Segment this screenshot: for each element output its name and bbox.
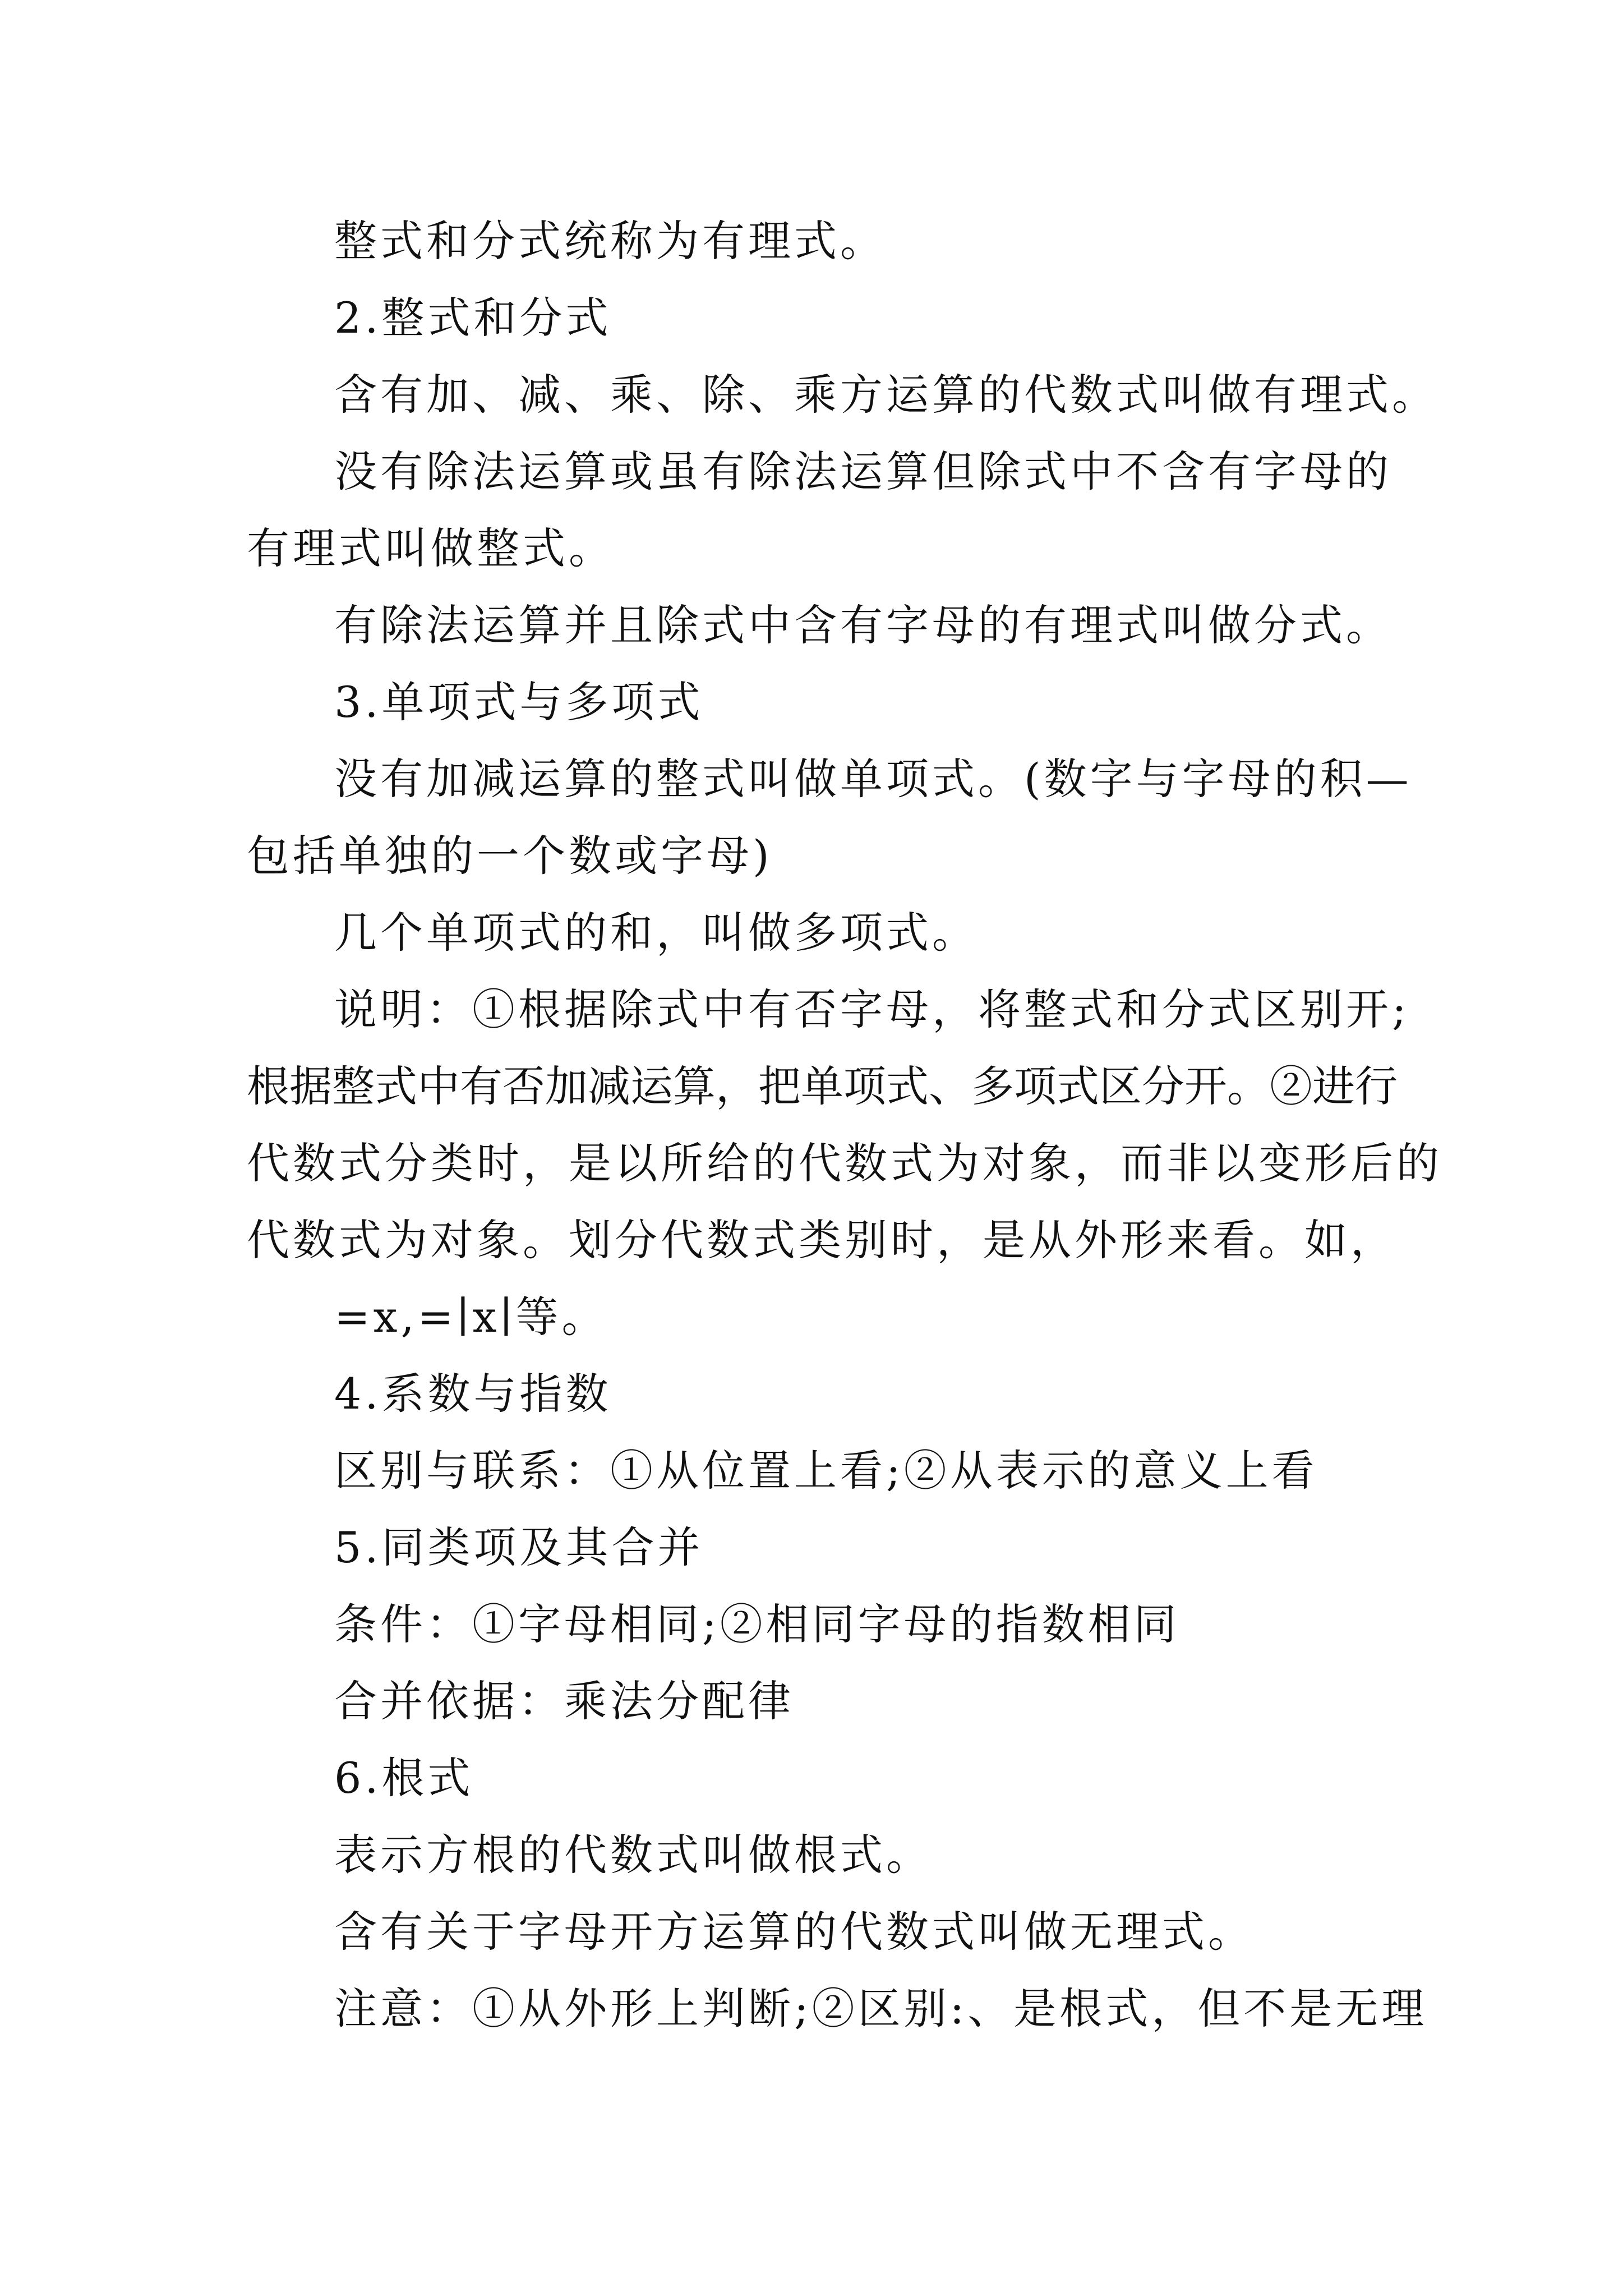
text-line: 代数式分类时，是以所给的代数式为对象，而非以变形后的	[247, 1138, 1442, 1188]
text-line: 注意：①从外形上判断;②区别:、是根式，但不是无理	[334, 1984, 1428, 2033]
section-heading: 2.整式和分式	[334, 293, 612, 343]
text-line: 几个单项式的和，叫做多项式。	[334, 908, 978, 958]
text-line: 有理式叫做整式。	[247, 523, 615, 573]
section-heading: 3.单项式与多项式	[334, 677, 704, 727]
text-line: 根据整式中有否加减运算，把单项式、多项式区分开。②进行	[247, 1061, 1398, 1111]
text-line: 整式和分式统称为有理式。	[334, 216, 886, 266]
text-line: 含有关于字母开方运算的代数式叫做无理式。	[334, 1907, 1254, 1957]
text-line: 包括单独的一个数或字母)	[247, 831, 773, 881]
text-line: 没有除法运算或虽有除法运算但除式中不含有字母的	[334, 447, 1392, 496]
text-line: 含有加、减、乘、除、乘方运算的代数式叫做有理式。	[334, 370, 1438, 420]
section-heading: 5.同类项及其合并	[334, 1522, 704, 1572]
text-line: 表示方根的代数式叫做根式。	[334, 1830, 932, 1880]
text-line: 区别与联系：①从位置上看;②从表示的意义上看	[334, 1446, 1318, 1496]
formula-line: =x,=∣x∣等。	[334, 1292, 608, 1342]
section-heading: 4.系数与指数	[334, 1369, 612, 1419]
section-heading: 6.根式	[334, 1753, 474, 1803]
text-line: 合并依据：乘法分配律	[334, 1676, 794, 1726]
text-line: 说明：①根据除式中有否字母，将整式和分式区别开;	[334, 984, 1410, 1034]
text-line: 没有加减运算的整式叫做单项式。(数字与字母的积—	[334, 754, 1412, 804]
text-line: 条件：①字母相同;②相同字母的指数相同	[334, 1599, 1180, 1649]
text-line: 代数式为对象。划分代数式类别时，是从外形来看。如，	[247, 1215, 1396, 1265]
text-line: 有除法运算并且除式中含有字母的有理式叫做分式。	[334, 600, 1392, 650]
